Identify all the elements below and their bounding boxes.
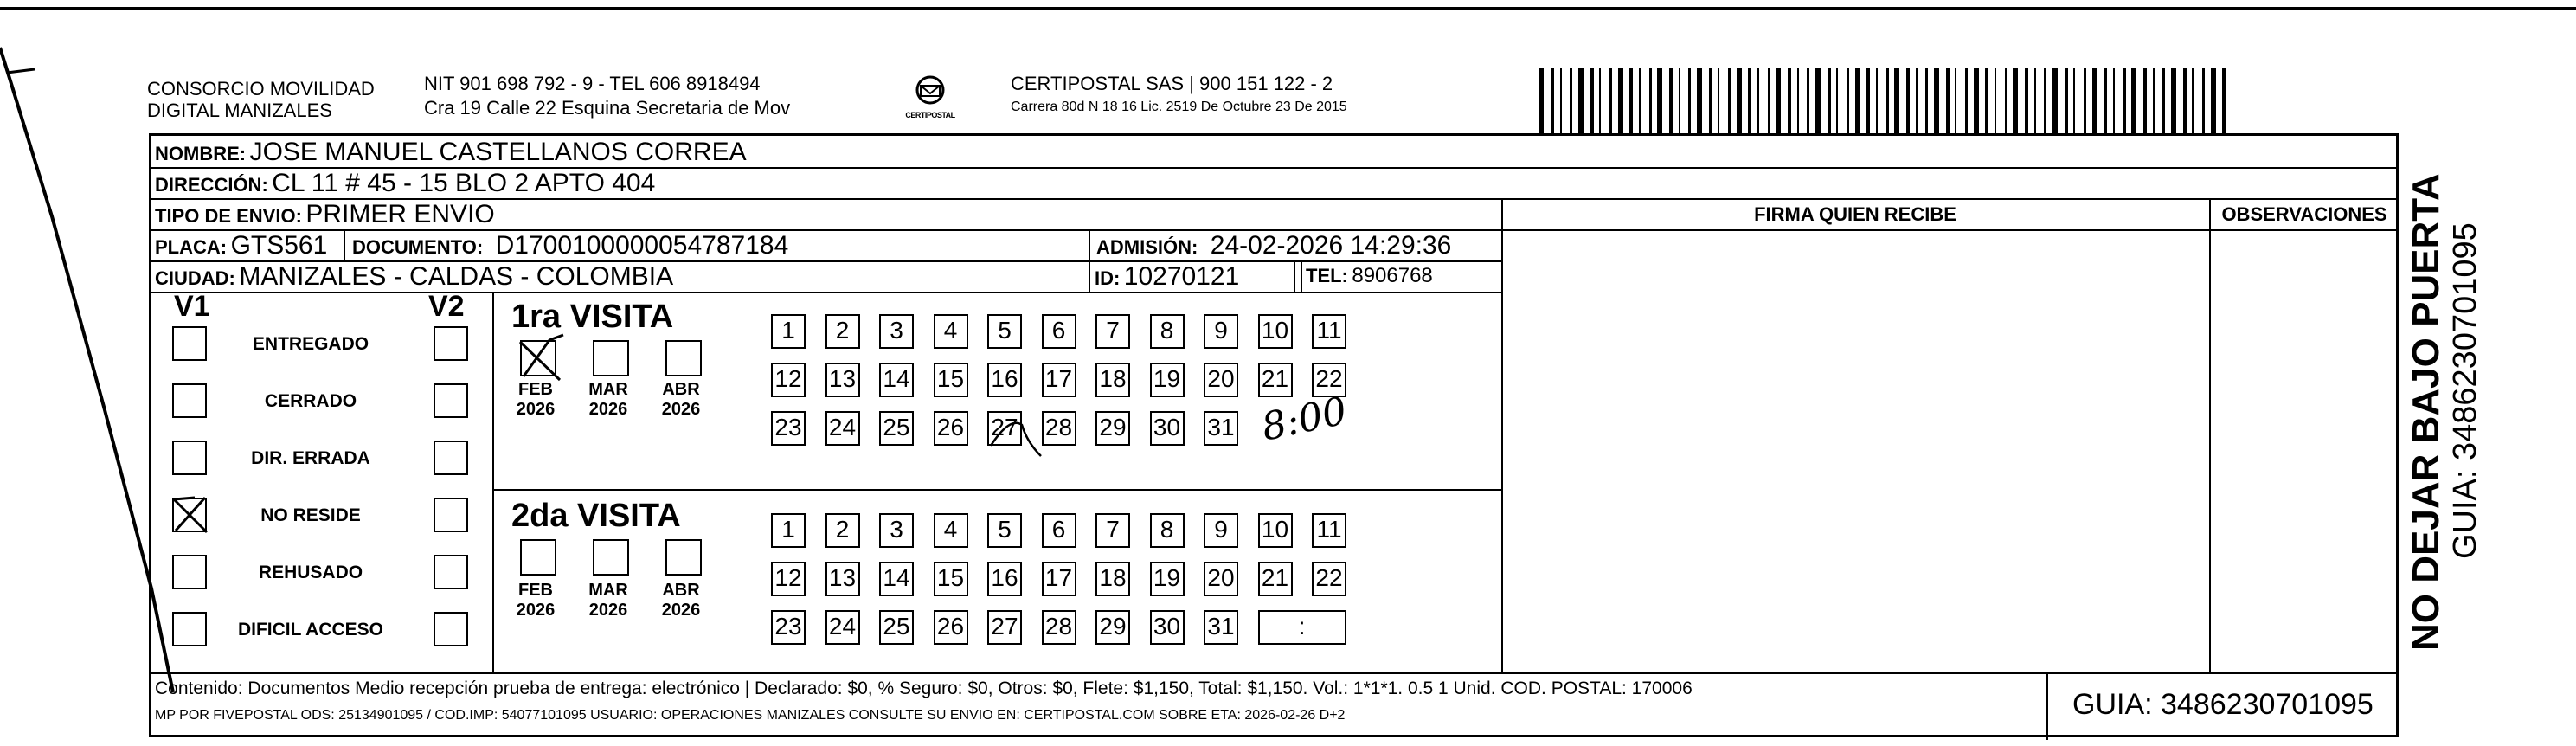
day-box-10[interactable]: 10	[1258, 513, 1293, 548]
tel-label: TEL:	[1306, 265, 1348, 286]
courier-details	[1011, 74, 1347, 135]
no-dejar-warning: NO DEJAR BAJO PUERTA	[2405, 173, 2447, 651]
day-box-6[interactable]: 6	[1042, 513, 1076, 548]
logo-caption: CERTIPOSTAL	[905, 111, 955, 119]
month-label: MAR 2026	[588, 380, 628, 419]
day-box-30[interactable]: 30	[1150, 610, 1185, 645]
day-box-8[interactable]: 8	[1150, 513, 1185, 548]
nombre-value: JOSE MANUEL CASTELLANOS CORREA	[249, 138, 747, 166]
company-name	[147, 74, 375, 135]
day-box-11[interactable]: 11	[1312, 513, 1346, 548]
day-box-12[interactable]: 12	[771, 363, 806, 397]
day-box-6[interactable]: 6	[1042, 314, 1076, 349]
day-box-16[interactable]: 16	[987, 562, 1022, 596]
day-box-12[interactable]: 12	[771, 562, 806, 596]
v1-checkbox-entregado[interactable]	[172, 326, 207, 361]
day-box-31[interactable]: 31	[1204, 411, 1238, 446]
footer-content-line: Contenido: Documentos Medio recepción prueba de entrega: electrónico | Declarado: $0, % Seguro: $0, Otros: $0, Flete: $1,150, Total: $1,150. Vol.: 1*1*1. 0.5 1 Unid. COD. POSTAL: 170006	[155, 678, 1693, 698]
placa-field	[155, 233, 327, 259]
day-box-24[interactable]: 24	[825, 610, 860, 645]
company-details	[424, 74, 790, 135]
day-box-14[interactable]: 14	[879, 562, 914, 596]
company-name-line2: DIGITAL MANIZALES	[147, 100, 332, 121]
footer-guia: GUIA: 3486230701095	[2072, 688, 2374, 721]
firma-header: FIRMA QUIEN RECIBE	[1754, 203, 1956, 225]
v2-checkbox-dir-errada[interactable]	[434, 441, 468, 475]
day-box-1[interactable]: 1	[771, 513, 806, 548]
day-box-3[interactable]: 3	[879, 513, 914, 548]
day-box-27[interactable]: 27	[987, 610, 1022, 645]
tipo-label: TIPO DE ENVIO:	[155, 205, 302, 227]
delivery-form	[149, 133, 2399, 737]
day-box-26[interactable]: 26	[934, 411, 968, 446]
id-label: ID:	[1095, 267, 1121, 289]
handwritten-time: 8:00	[1257, 389, 1351, 450]
day-box-7[interactable]: 7	[1095, 513, 1130, 548]
status-label: NO RESIDE	[260, 505, 361, 525]
month-checkbox-abr[interactable]	[665, 340, 702, 376]
month-checkbox-feb[interactable]	[520, 539, 556, 576]
certipostal-logo	[902, 73, 959, 121]
v2-header: V2	[428, 290, 465, 323]
day-box-18[interactable]: 18	[1095, 363, 1130, 397]
day-box-25[interactable]: 25	[879, 411, 914, 446]
tel-field	[1306, 266, 1433, 286]
month-checkbox-mar[interactable]	[593, 340, 629, 376]
documento-label: DOCUMENTO:	[352, 236, 484, 258]
day-box-13[interactable]: 13	[825, 363, 860, 397]
day-box-29[interactable]: 29	[1095, 411, 1130, 446]
day-box-28[interactable]: 28	[1042, 411, 1076, 446]
v1-header: V1	[174, 290, 210, 323]
day-box-27[interactable]: 27	[987, 411, 1022, 446]
v2-checkbox-no-reside[interactable]	[434, 498, 468, 532]
day-box-2[interactable]: 2	[825, 314, 860, 349]
placa-label: PLACA:	[155, 236, 228, 258]
nombre-label: NOMBRE:	[155, 143, 247, 164]
day-box-16[interactable]: 16	[987, 363, 1022, 397]
direccion-label: DIRECCIÓN:	[155, 174, 268, 196]
day-box-21[interactable]: 21	[1258, 562, 1293, 596]
day-box-8[interactable]: 8	[1150, 314, 1185, 349]
tipo-row	[155, 202, 495, 228]
ciudad-field	[155, 264, 673, 290]
day-box-17[interactable]: 17	[1042, 363, 1076, 397]
v2-checkbox-entregado[interactable]	[434, 326, 468, 361]
month-checkbox-abr[interactable]	[665, 539, 702, 576]
day-box-29[interactable]: 29	[1095, 610, 1130, 645]
direccion-row	[155, 170, 655, 196]
v2-checkbox-dificil-acceso[interactable]	[434, 612, 468, 646]
day-box-3[interactable]: 3	[879, 314, 914, 349]
ciudad-value: MANIZALES - CALDAS - COLOMBIA	[239, 262, 674, 291]
direccion-value: CL 11 # 45 - 15 BLO 2 APTO 404	[272, 169, 656, 197]
month-label: FEB 2026	[516, 380, 556, 419]
ciudad-label: CIUDAD:	[155, 267, 235, 289]
company-name-line1: CONSORCIO MOVILIDAD	[147, 78, 375, 100]
v1-checkbox-rehusado[interactable]	[172, 555, 207, 589]
day-box-15[interactable]: 15	[934, 562, 968, 596]
status-label: REHUSADO	[258, 563, 363, 582]
day-box-4[interactable]: 4	[934, 314, 968, 349]
day-box-25[interactable]: 25	[879, 610, 914, 645]
envelope-circle-icon	[902, 73, 959, 107]
day-box-22[interactable]: 22	[1312, 562, 1346, 596]
day-box-26[interactable]: 26	[934, 610, 968, 645]
month-label: ABR 2026	[661, 581, 701, 620]
month-label: ABR 2026	[661, 380, 701, 419]
status-label: ENTREGADO	[252, 334, 369, 354]
company-address: Cra 19 Calle 22 Esquina Secretaria de Mov	[424, 97, 791, 119]
day-box-28[interactable]: 28	[1042, 610, 1076, 645]
second-visit-title: 2da VISITA	[511, 498, 681, 534]
v1-checkbox-cerrado[interactable]	[172, 383, 207, 418]
v2-checkbox-rehusado[interactable]	[434, 555, 468, 589]
day-box-10[interactable]: 10	[1258, 314, 1293, 349]
admision-field	[1096, 233, 1451, 259]
day-box-20[interactable]: 20	[1204, 363, 1238, 397]
barcode	[1539, 68, 2231, 133]
placa-value: GTS561	[230, 231, 328, 260]
day-box-4[interactable]: 4	[934, 513, 968, 548]
day-box-30[interactable]: 30	[1150, 411, 1185, 446]
month-label: MAR 2026	[588, 581, 628, 620]
day-box-19[interactable]: 19	[1150, 363, 1185, 397]
nombre-row	[155, 139, 747, 165]
day-box-23[interactable]: 23	[771, 610, 806, 645]
first-visit-title: 1ra VISITA	[511, 299, 674, 335]
courier-name: CERTIPOSTAL SAS | 900 151 122 - 2	[1011, 73, 1333, 94]
courier-address: Carrera 80d N 18 16 Lic. 2519 De Octubre 23 De 2015	[1011, 100, 1347, 114]
day-box-14[interactable]: 14	[879, 363, 914, 397]
day-box-18[interactable]: 18	[1095, 562, 1130, 596]
day-box-9[interactable]: 9	[1204, 314, 1238, 349]
footer-tracking-line: MP POR FIVEPOSTAL ODS: 25134901095 / COD.IMP: 54077101095 USUARIO: OPERACIONES MANIZALES CONSULTE SU ENVIO EN: CERTIPOSTAL.COM SOBRE ETA: 2026-02-26 D+2	[155, 708, 1346, 723]
day-box-13[interactable]: 13	[825, 562, 860, 596]
status-label: CERRADO	[264, 391, 357, 411]
month-label: FEB 2026	[516, 581, 556, 620]
day-box-24[interactable]: 24	[825, 411, 860, 446]
status-label: DIR. ERRADA	[251, 448, 370, 468]
time-box[interactable]: :	[1258, 610, 1346, 645]
status-label: DIFICIL ACCESO	[237, 620, 383, 640]
admision-label: ADMISIÓN:	[1096, 236, 1198, 258]
day-box-7[interactable]: 7	[1095, 314, 1130, 349]
day-box-15[interactable]: 15	[934, 363, 968, 397]
side-guia: GUIA: 3486230701095	[2447, 222, 2483, 559]
observaciones-header: OBSERVACIONES	[2221, 203, 2387, 225]
id-field	[1095, 264, 1239, 290]
company-nit: NIT 901 698 792 - 9 - TEL 606 8918494	[424, 73, 761, 94]
day-box-21[interactable]: 21	[1258, 363, 1293, 397]
day-box-17[interactable]: 17	[1042, 562, 1076, 596]
v1-checkbox-dir-errada[interactable]	[172, 441, 207, 475]
day-box-9[interactable]: 9	[1204, 513, 1238, 548]
day-box-2[interactable]: 2	[825, 513, 860, 548]
tipo-value: PRIMER ENVIO	[305, 200, 495, 228]
day-box-5[interactable]: 5	[987, 513, 1022, 548]
id-value: 10270121	[1123, 262, 1240, 291]
check-mark-icon	[515, 333, 567, 385]
handwritten-mark	[984, 408, 1053, 460]
check-mark-icon	[169, 492, 212, 536]
v2-checkbox-cerrado[interactable]	[434, 383, 468, 418]
documento-value: D1700100000054787184	[495, 231, 789, 260]
day-box-5[interactable]: 5	[987, 314, 1022, 349]
day-box-1[interactable]: 1	[771, 314, 806, 349]
day-box-19[interactable]: 19	[1150, 562, 1185, 596]
day-box-20[interactable]: 20	[1204, 562, 1238, 596]
documento-field	[352, 233, 788, 259]
month-checkbox-mar[interactable]	[593, 539, 629, 576]
admision-value: 24-02-2026 14:29:36	[1210, 231, 1452, 260]
day-box-31[interactable]: 31	[1204, 610, 1238, 645]
v1-checkbox-dificil-acceso[interactable]	[172, 612, 207, 646]
day-box-22[interactable]: 22	[1312, 363, 1346, 397]
day-box-23[interactable]: 23	[771, 411, 806, 446]
day-box-11[interactable]: 11	[1312, 314, 1346, 349]
tel-value: 8906768	[1352, 264, 1433, 287]
